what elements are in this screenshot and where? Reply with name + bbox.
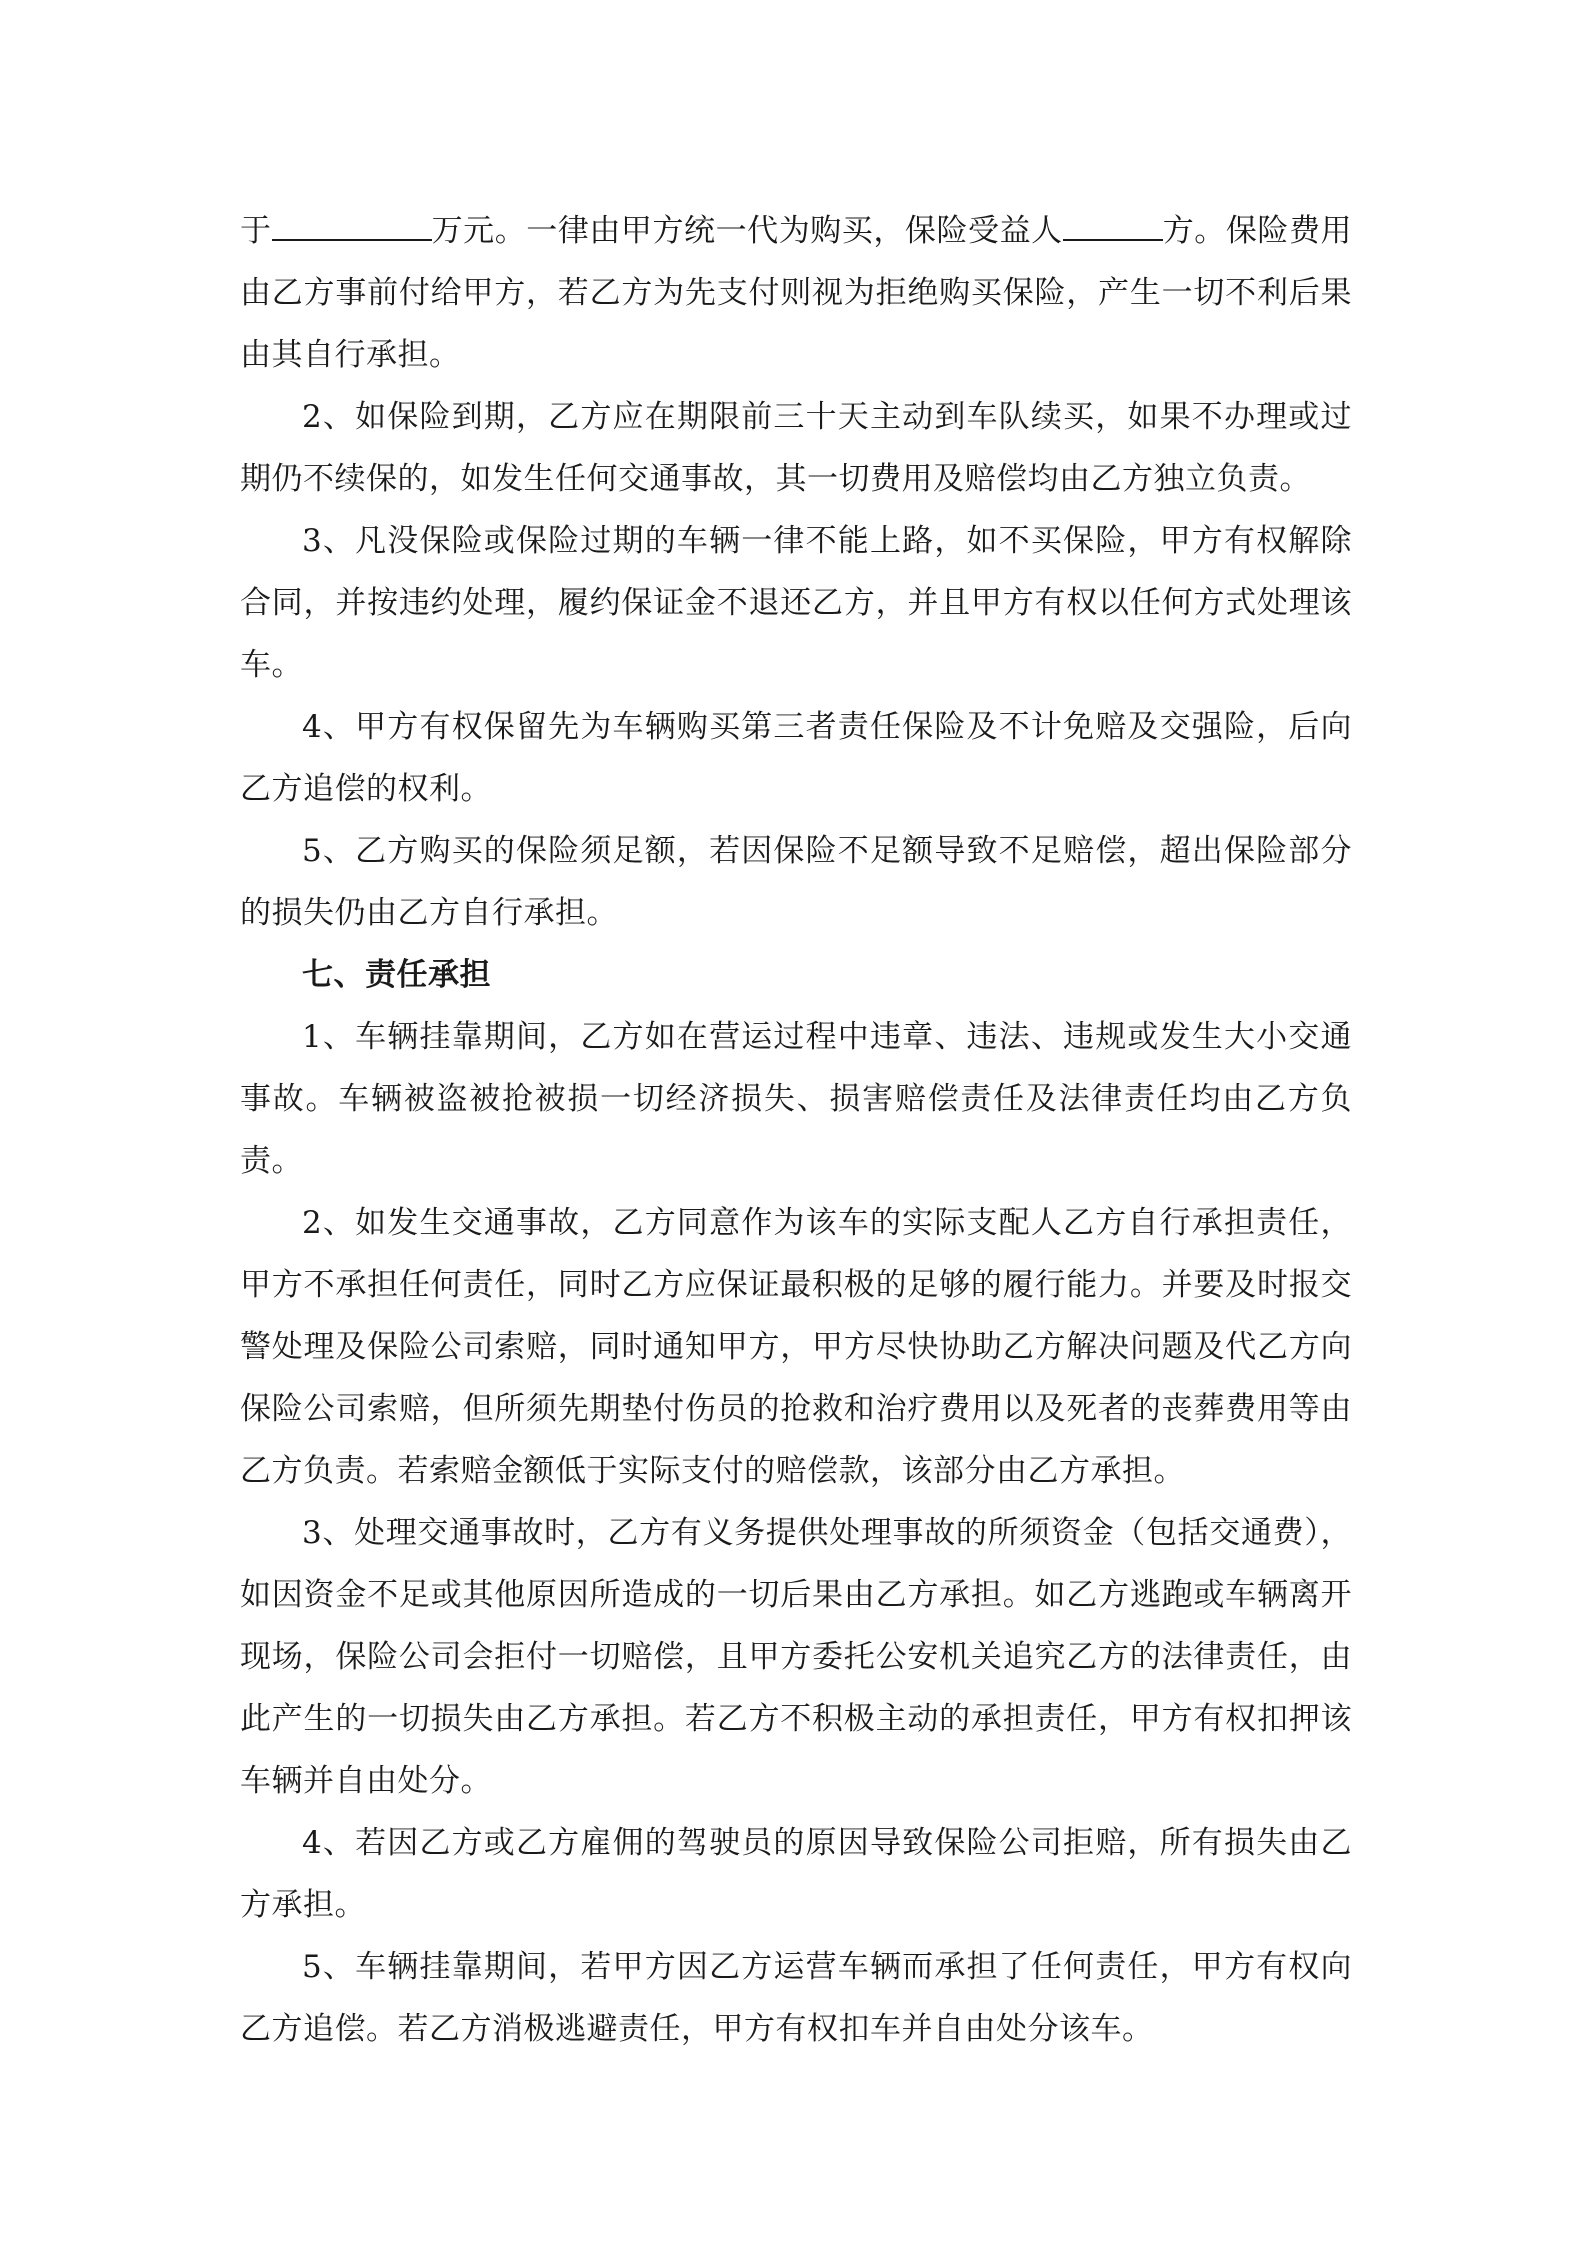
text-segment: 万元。一律由甲方统一代为购买，保险受益人: [431, 213, 1063, 249]
section-heading: 七、责任承担: [302, 957, 491, 993]
paragraph-insurance-3: 3、凡没保险或保险过期的车辆一律不能上路，如不买保险，甲方有权解除合同，并按违约处理，履约保证金不退还乙方，并且甲方有权以任何方式处理该车。: [240, 523, 1352, 683]
paragraph-liability-3: 3、处理交通事故时，乙方有义务提供处理事故的所须资金（包括交通费），如因资金不足或其他原因所造成的一切后果由乙方承担。如乙方逃跑或车辆离开现场，保险公司会拒付一切赔偿，且甲方委托公安机关追究乙方的法律责任，由此产生的一切损失由乙方承担。若乙方不积极主动的承担责任，甲方有权扣押该车辆并自由处分。: [240, 1515, 1352, 1799]
beneficiary-blank: [1063, 209, 1163, 241]
paragraph-liability-2: 2、如发生交通事故，乙方同意作为该车的实际支配人乙方自行承担责任，甲方不承担任何责任，同时乙方应保证最积极的足够的履行能力。并要及时报交警处理及保险公司索赔，同时通知甲方，甲方尽快协助乙方解决问题及代乙方向保险公司索赔，但所须先期垫付伤员的抢救和治疗费用以及死者的丧葬费用等由乙方负责。若索赔金额低于实际支付的赔偿款，该部分由乙方承担。: [240, 1205, 1352, 1489]
paragraph-insurance-2: 2、如保险到期，乙方应在期限前三十天主动到车队续买，如果不办理或过期仍不续保的，如发生任何交通事故，其一切费用及赔偿均由乙方独立负责。: [240, 399, 1352, 497]
paragraph-insurance-1: [240, 200, 1352, 386]
document-body: [240, 200, 1352, 2060]
paragraph-liability-5: 5、车辆挂靠期间，若甲方因乙方运营车辆而承担了任何责任，甲方有权向乙方追偿。若乙方消极逃避责任，甲方有权扣车并自由处分该车。: [240, 1949, 1352, 2047]
paragraph-insurance-5: 5、乙方购买的保险须足额，若因保险不足额导致不足赔偿，超出保险部分的损失仍由乙方自行承担。: [240, 833, 1352, 931]
paragraph-liability-1: 1、车辆挂靠期间，乙方如在营运过程中违章、违法、违规或发生大小交通事故。车辆被盗被抢被损一切经济损失、损害赔偿责任及法律责任均由乙方负责。: [240, 1019, 1352, 1179]
text-segment: 方。保险费用由乙方事前付给甲方，若乙方为先支付则视为拒绝购买保险，产生一切不利后果由其自行承担。: [240, 213, 1353, 373]
paragraph-insurance-4: 4、甲方有权保留先为车辆购买第三者责任保险及不计免赔及交强险，后向乙方追偿的权利。: [240, 709, 1352, 807]
text-segment: 于: [240, 213, 272, 249]
paragraph-liability-4: 4、若因乙方或乙方雇佣的驾驶员的原因导致保险公司拒赔，所有损失由乙方承担。: [240, 1825, 1352, 1923]
amount-blank: [272, 209, 432, 241]
